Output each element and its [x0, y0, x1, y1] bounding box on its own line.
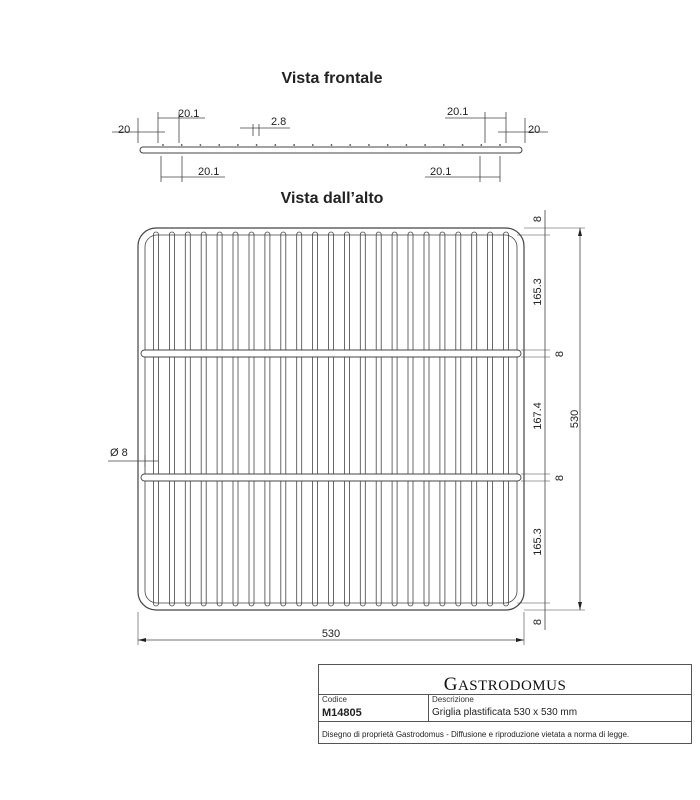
grid-wire	[424, 232, 429, 606]
top-view	[108, 210, 585, 645]
cross-bar-upper	[141, 350, 521, 357]
dim-seg2: 167.4	[532, 402, 544, 430]
brand-logo	[319, 665, 691, 695]
wire-dot	[424, 144, 426, 146]
wire-dot	[349, 144, 351, 146]
dim-diameter: Ø 8	[110, 447, 128, 459]
grid-wire	[440, 232, 445, 606]
grid-wire	[265, 232, 270, 606]
dim-right-pitch-top: 20.1	[447, 106, 469, 118]
wire-dot	[256, 144, 258, 146]
grid-wire	[185, 232, 190, 606]
brand-logo-text	[444, 674, 567, 696]
wire-dot	[181, 144, 183, 146]
wire-dot	[387, 144, 389, 146]
dim-width-total: 530	[321, 628, 341, 640]
dim-top-margin: 8	[532, 215, 544, 223]
grid-wire	[504, 232, 509, 606]
brand-logo-rest: ASTRODOMUS	[457, 678, 567, 694]
grid-wire	[297, 232, 302, 606]
grid-wire	[408, 232, 413, 606]
front-view-title: Vista frontale	[281, 70, 383, 87]
dim-right-pitch-bottom: 20.1	[430, 166, 452, 178]
grid-wire	[472, 232, 477, 606]
grid-wire	[201, 232, 206, 606]
wire-dot	[162, 144, 164, 146]
grid-wire	[488, 232, 493, 606]
ownership-note: Disegno di proprietà Gastrodomus - Diffusione e riproduzione vietata a norma di legge.	[322, 730, 630, 739]
title-block	[318, 664, 692, 744]
dim-left-pitch-top: 20.1	[178, 108, 200, 120]
grid-wire	[456, 232, 461, 606]
cross-bar-lower	[141, 474, 521, 481]
dim-left-pitch-bottom: 20.1	[198, 166, 220, 178]
front-frame	[140, 147, 522, 153]
wire-dot	[274, 144, 276, 146]
grid-wire	[154, 232, 159, 606]
code-value: M14805	[322, 707, 362, 719]
description-value: Griglia plastificata 530 x 530 mm	[432, 707, 578, 718]
brand-logo-initial: G	[443, 674, 458, 695]
wire-dot	[237, 144, 239, 146]
dim-left-edge: 20	[118, 124, 131, 136]
grid-wire	[313, 232, 318, 606]
dim-bar1: 8	[554, 350, 566, 358]
grid-wires	[154, 232, 509, 606]
code-cell	[319, 694, 429, 722]
top-dimension-labels	[110, 216, 581, 640]
dim-seg1: 165.3	[532, 278, 544, 306]
grid-wire	[360, 232, 365, 606]
wire-dot	[406, 144, 408, 146]
grid-wire	[169, 232, 174, 606]
grid-outer-frame	[138, 228, 524, 610]
wire-dot	[293, 144, 295, 146]
description-label: Descrizione	[432, 695, 474, 704]
grid-wire	[392, 232, 397, 606]
grid-wire	[329, 232, 334, 606]
dim-height-total: 530	[569, 409, 581, 429]
grid-wire	[344, 232, 349, 606]
wire-dot	[499, 144, 501, 146]
wire-dot	[480, 144, 482, 146]
grid-wire	[281, 232, 286, 606]
dim-right-edge: 20	[528, 124, 541, 136]
code-label: Codice	[322, 695, 347, 704]
wire-dot	[200, 144, 202, 146]
dim-bar2: 8	[554, 474, 566, 482]
grid-wire	[217, 232, 222, 606]
grid-wire	[249, 232, 254, 606]
description-cell	[429, 694, 691, 722]
top-view-title: Vista dall’alto	[280, 190, 384, 207]
front-wire-dots	[162, 144, 501, 146]
wire-dot	[443, 144, 445, 146]
wire-dot	[462, 144, 464, 146]
wire-dot	[368, 144, 370, 146]
grid-wire	[233, 232, 238, 606]
front-view	[112, 112, 548, 182]
front-dimension-labels	[118, 106, 540, 178]
wire-dot	[331, 144, 333, 146]
dim-seg3: 165.3	[532, 528, 544, 556]
wire-dot	[218, 144, 220, 146]
grid-wire	[376, 232, 381, 606]
dim-bottom-margin: 8	[532, 618, 544, 626]
dim-wire: 2.8	[271, 116, 287, 128]
wire-dot	[312, 144, 314, 146]
